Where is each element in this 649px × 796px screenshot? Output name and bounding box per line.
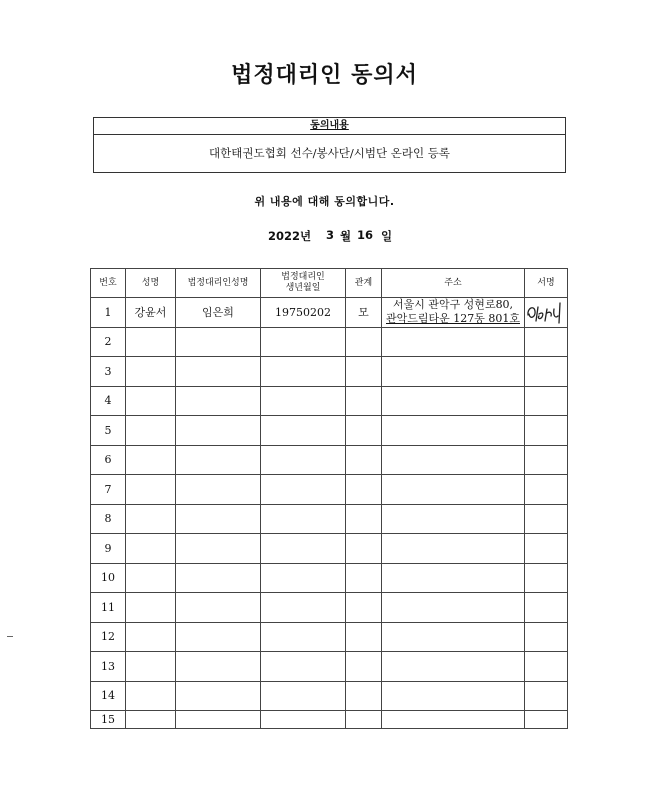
guardian-name: [176, 445, 261, 475]
row-number: 11: [91, 593, 126, 623]
signature-cell: [525, 327, 568, 357]
header-guardian-birthdate: 법정대리인 생년월일: [261, 269, 346, 298]
student-name: [126, 652, 176, 682]
consent-box: [93, 117, 566, 173]
relation: [346, 445, 382, 475]
guardian-name: [176, 534, 261, 564]
guardian-birthdate: [261, 475, 346, 505]
table-row: [91, 445, 568, 475]
address-line-1: 서울시 관악구 성현로80,: [392, 298, 514, 312]
row-number: 7: [91, 475, 126, 505]
signature-cell: [525, 652, 568, 682]
signature-cell: [525, 298, 568, 328]
guardian-birthdate: [261, 386, 346, 416]
table-row: [91, 711, 568, 729]
address: [382, 534, 525, 564]
student-name: [126, 416, 176, 446]
table-row: [91, 593, 568, 623]
table-row: [91, 386, 568, 416]
guardian-name: [176, 563, 261, 593]
address: [382, 386, 525, 416]
address: [382, 652, 525, 682]
relation: [346, 534, 382, 564]
student-name: [126, 622, 176, 652]
guardian-name: [176, 357, 261, 387]
signature-cell: [525, 357, 568, 387]
handwritten-signature: [525, 299, 567, 325]
signature-cell: [525, 475, 568, 505]
row-number: 13: [91, 652, 126, 682]
guardian-birthdate: [261, 327, 346, 357]
row-number: 12: [91, 622, 126, 652]
guardian-birthdate: [261, 711, 346, 729]
address: [382, 681, 525, 711]
header-relation: 관계: [346, 269, 382, 298]
student-name: [126, 445, 176, 475]
address: [382, 711, 525, 729]
date-year: 2022년: [268, 229, 312, 243]
student-name: 강윤서: [126, 298, 176, 328]
table-row: [91, 534, 568, 564]
guardian-birthdate: [261, 504, 346, 534]
signature-cell: [525, 711, 568, 729]
relation: [346, 357, 382, 387]
header-guardian-name: 법정대리인성명: [176, 269, 261, 298]
header-signature: 서명: [525, 269, 568, 298]
signature-cell: [525, 622, 568, 652]
guardian-birthdate: [261, 416, 346, 446]
row-number: 8: [91, 504, 126, 534]
guardian-name: 임은희: [176, 298, 261, 328]
guardian-name: [176, 711, 261, 729]
signature-cell: [525, 445, 568, 475]
scan-mark: [7, 636, 13, 637]
table-row: [91, 504, 568, 534]
signature-cell: [525, 563, 568, 593]
date-day: 16: [357, 228, 374, 242]
relation: [346, 386, 382, 416]
signature-cell: [525, 593, 568, 623]
row-number: 10: [91, 563, 126, 593]
guardian-name: [176, 622, 261, 652]
document-title: 법정대리인 동의서: [231, 63, 418, 88]
consent-header: [94, 118, 565, 135]
student-name: [126, 711, 176, 729]
table-row: [91, 681, 568, 711]
row-number: 5: [91, 416, 126, 446]
guardian-birthdate: [261, 622, 346, 652]
address-line-2: 관악드림타운 127동 801호: [386, 312, 520, 326]
address: [382, 298, 525, 328]
relation: [346, 681, 382, 711]
student-name: [126, 475, 176, 505]
row-number: 14: [91, 681, 126, 711]
header-name: 성명: [126, 269, 176, 298]
student-name: [126, 327, 176, 357]
table-row: [91, 563, 568, 593]
signature-cell: [525, 416, 568, 446]
address: [382, 357, 525, 387]
date-day-unit: 일: [381, 229, 393, 243]
student-name: [126, 504, 176, 534]
guardian-roster-table: [90, 268, 568, 729]
relation: [346, 711, 382, 729]
address: [382, 416, 525, 446]
agreement-statement: 위 내용에 대해 동의합니다.: [254, 195, 395, 208]
signature-cell: [525, 504, 568, 534]
guardian-birthdate: 19750202: [261, 298, 346, 328]
guardian-birthdate: [261, 357, 346, 387]
row-number: 6: [91, 445, 126, 475]
address: [382, 563, 525, 593]
student-name: [126, 593, 176, 623]
guardian-name: [176, 475, 261, 505]
guardian-birthdate: [261, 593, 346, 623]
relation: 모: [346, 298, 382, 328]
table-row: [91, 652, 568, 682]
consent-header-label: 동의내용: [310, 120, 349, 131]
row-number: 3: [91, 357, 126, 387]
address: [382, 622, 525, 652]
header-address: 주소: [382, 269, 525, 298]
student-name: [126, 386, 176, 416]
relation: [346, 327, 382, 357]
student-name: [126, 563, 176, 593]
guardian-birthdate: [261, 445, 346, 475]
table-row: [91, 327, 568, 357]
guardian-name: [176, 652, 261, 682]
relation: [346, 475, 382, 505]
student-name: [126, 357, 176, 387]
relation: [346, 563, 382, 593]
guardian-birthdate: [261, 652, 346, 682]
signature-cell: [525, 386, 568, 416]
guardian-name: [176, 593, 261, 623]
relation: [346, 416, 382, 446]
date-month: 3: [326, 228, 335, 242]
student-name: [126, 681, 176, 711]
guardian-name: [176, 327, 261, 357]
table-row: [91, 475, 568, 505]
guardian-name: [176, 386, 261, 416]
guardian-name: [176, 681, 261, 711]
consent-body: 대한태권도협회 선수/봉사단/시범단 온라인 등록: [209, 146, 450, 160]
guardian-birthdate: [261, 534, 346, 564]
table-header-row: [91, 269, 568, 298]
guardian-birthdate: [261, 563, 346, 593]
relation: [346, 593, 382, 623]
relation: [346, 622, 382, 652]
guardian-birthdate: [261, 681, 346, 711]
row-number: 15: [91, 711, 126, 729]
student-name: [126, 534, 176, 564]
address: [382, 593, 525, 623]
table-row: [91, 357, 568, 387]
signature-cell: [525, 534, 568, 564]
row-number: 2: [91, 327, 126, 357]
guardian-name: [176, 504, 261, 534]
address: [382, 504, 525, 534]
table-row: [91, 622, 568, 652]
address: [382, 475, 525, 505]
guardian-name: [176, 416, 261, 446]
header-number: 번호: [91, 269, 126, 298]
row-number: 9: [91, 534, 126, 564]
relation: [346, 504, 382, 534]
table-row: [91, 416, 568, 446]
address: [382, 327, 525, 357]
address: [382, 445, 525, 475]
row-number: 4: [91, 386, 126, 416]
row-number: 1: [91, 298, 126, 328]
relation: [346, 652, 382, 682]
date-month-unit: 월: [340, 229, 352, 243]
table-row: [91, 298, 568, 328]
signature-cell: [525, 681, 568, 711]
